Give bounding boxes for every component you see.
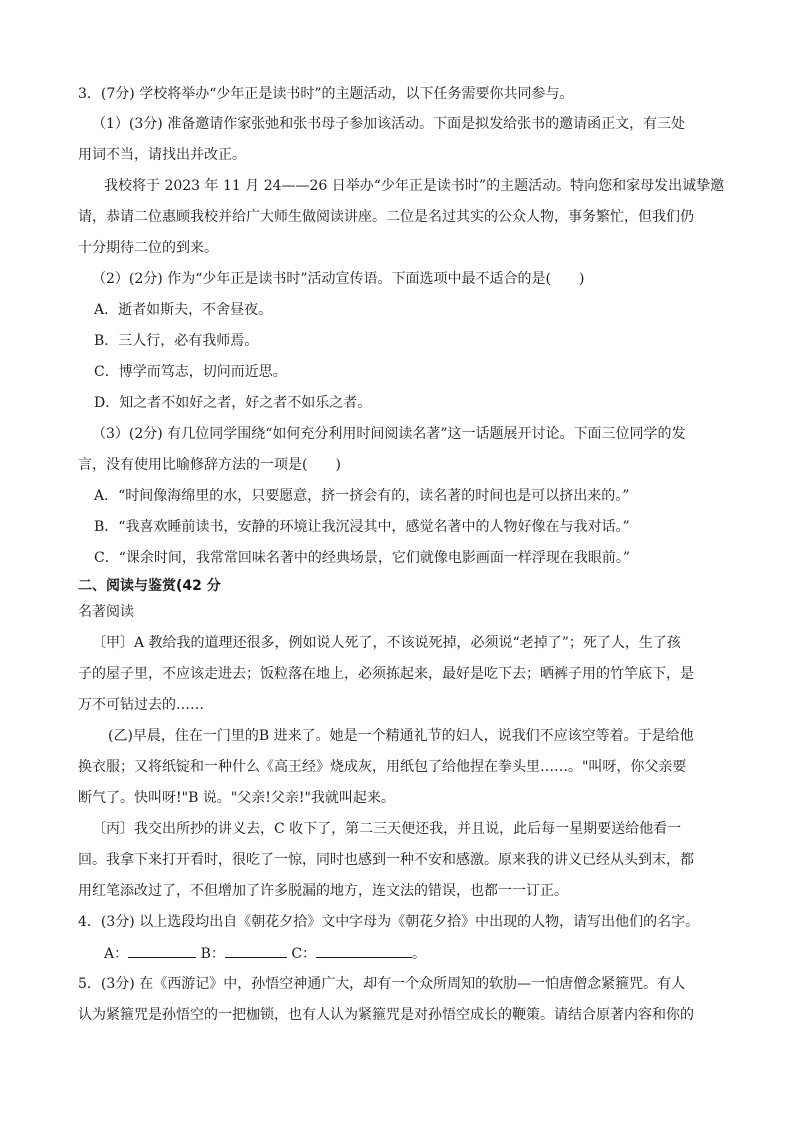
passage-bing-line2: 回。我拿下来打开看时，很吃了一惊，同时也感到一种不安和感激。原来我的讲义已经从头到末，都 (78, 852, 694, 868)
letter-line1: 我校将于 2023 年 11 月 24——26 日举办“少年正是读书时”的主题活动。特向您和家母发出诚挚邀 (104, 178, 725, 194)
passage-bing-line1: 〔丙〕我交出所抄的讲义去，C 收下了，第二三天便还我，并且说，此后每一星期要送给他看一 (92, 821, 682, 837)
q4-blank-a[interactable] (128, 943, 196, 958)
passage-yi-line3: 断气了。快叫呀!"B 说。"父亲!父亲!"我就叫起来。 (78, 790, 395, 806)
q3-sub2-option-d: D．知之者不如好之者，好之者不如乐之者。 (94, 395, 372, 411)
q4-stem: 4．(3分) 以上选段均出自《朝花夕拾》文中字母为《朝花夕拾》中出现的人物，请写出他们的名字。 (78, 914, 700, 930)
q3-sub3-option-a: A．“时间像海绵里的水，只要愿意，挤一挤会有的，读名著的时间也是可以挤出来的。” (94, 488, 630, 504)
q4-label-c: C： (291, 946, 317, 962)
q3-stem: 3．(7分) 学校将举办“少年正是读书时”的主题活动，以下任务需要你共同参与。 (78, 86, 574, 102)
passage-jia-line1: 〔甲〕A 教给我的道理还很多，例如说人死了，不该说死掉，必须说“老掉了”；死了人，生了孩 (92, 635, 681, 651)
q3-sub2-option-c: C．博学而笃志，切问而近思。 (94, 364, 287, 380)
q5-line2: 认为紧箍咒是孙悟空的一把枷锁，也有人认为紧箍咒是对孙悟空成长的鞭策。请结合原著内容和你的 (78, 1007, 694, 1023)
passage-yi-line2: 换衣服；又将纸锭和一种什么《高王经》烧成灰，用纸包了给他捏在拳头里……。"叫呀，你父亲要 (78, 759, 687, 775)
q3-sub1-line2: 用词不当，请找出并改正。 (78, 147, 246, 163)
q3-sub3-option-b: B．“我喜欢睡前读书，安静的环境让我沉浸其中，感觉名著中的人物好像在与我对话。” (94, 519, 630, 535)
q4-label-b: B： (200, 946, 225, 962)
q3-sub2-option-a: A．逝者如斯夫，不舍昼夜。 (94, 302, 273, 318)
q3-sub2-option-b: B．三人行，必有我师焉。 (94, 333, 259, 349)
q3-sub1-line1: （1）(3分) 准备邀请作家张弛和张书母子参加该活动。下面是拟发给张书的邀请函正文，有三处 (92, 116, 686, 132)
q5-line1: 5．(3分) 在《西游记》中，孙悟空神通广大，却有一个众所周知的软肋—一怕唐僧念紧箍咒。有人 (78, 976, 686, 992)
passage-jia-line3: 万不可钻过去的…… (78, 697, 204, 713)
q4-answer-row (104, 943, 754, 964)
q3-sub2: （2）(2分) 作为“少年正是读书时”活动宣传语。下面选项中最不适合的是( ) (92, 271, 585, 287)
section-heading: 二、阅读与鉴赏(42 分 (78, 578, 221, 594)
passage-jia-line2: 子的屋子里，不应该走进去；饭粒落在地上，必须拣起来，最好是吃下去；晒裤子用的竹竿底下，是 (78, 666, 694, 682)
q4-label-a: A： (104, 946, 129, 962)
q4-blank-c[interactable] (316, 943, 412, 958)
letter-line3: 十分期待二位的到来。 (78, 240, 218, 256)
passage-bing-line3: 用红笔添改过了，不但增加了许多脱漏的地方，连文法的错误，也都一一订正。 (78, 883, 568, 899)
passage-yi-line1: (乙)早晨，住在一门里的B 进来了。她是一个精通礼节的妇人，说我们不应该空等着。于是给他 (108, 728, 694, 744)
section-subheading: 名著阅读 (78, 604, 134, 620)
q3-sub3-line1: （3）(2分) 有几位同学围绕“如何充分利用时间阅读名著”这一话题展开讨论。下面三位同学的发 (92, 426, 686, 442)
letter-line2: 请，恭请二位惠顾我校并给广大师生做阅读讲座。二位是名过其实的公众人物，事务繁忙，但我们仍 (78, 209, 694, 225)
q3-sub3-line2: 言，没有使用比喻修辞方法的一项是( ) (78, 457, 341, 473)
q3-sub3-option-c: C．“课余时间，我常常回味名著中的经典场景，它们就像电影画面一样浮现在我眼前。” (94, 550, 631, 566)
q4-end: 。 (412, 946, 427, 962)
q4-blank-b[interactable] (225, 943, 287, 958)
